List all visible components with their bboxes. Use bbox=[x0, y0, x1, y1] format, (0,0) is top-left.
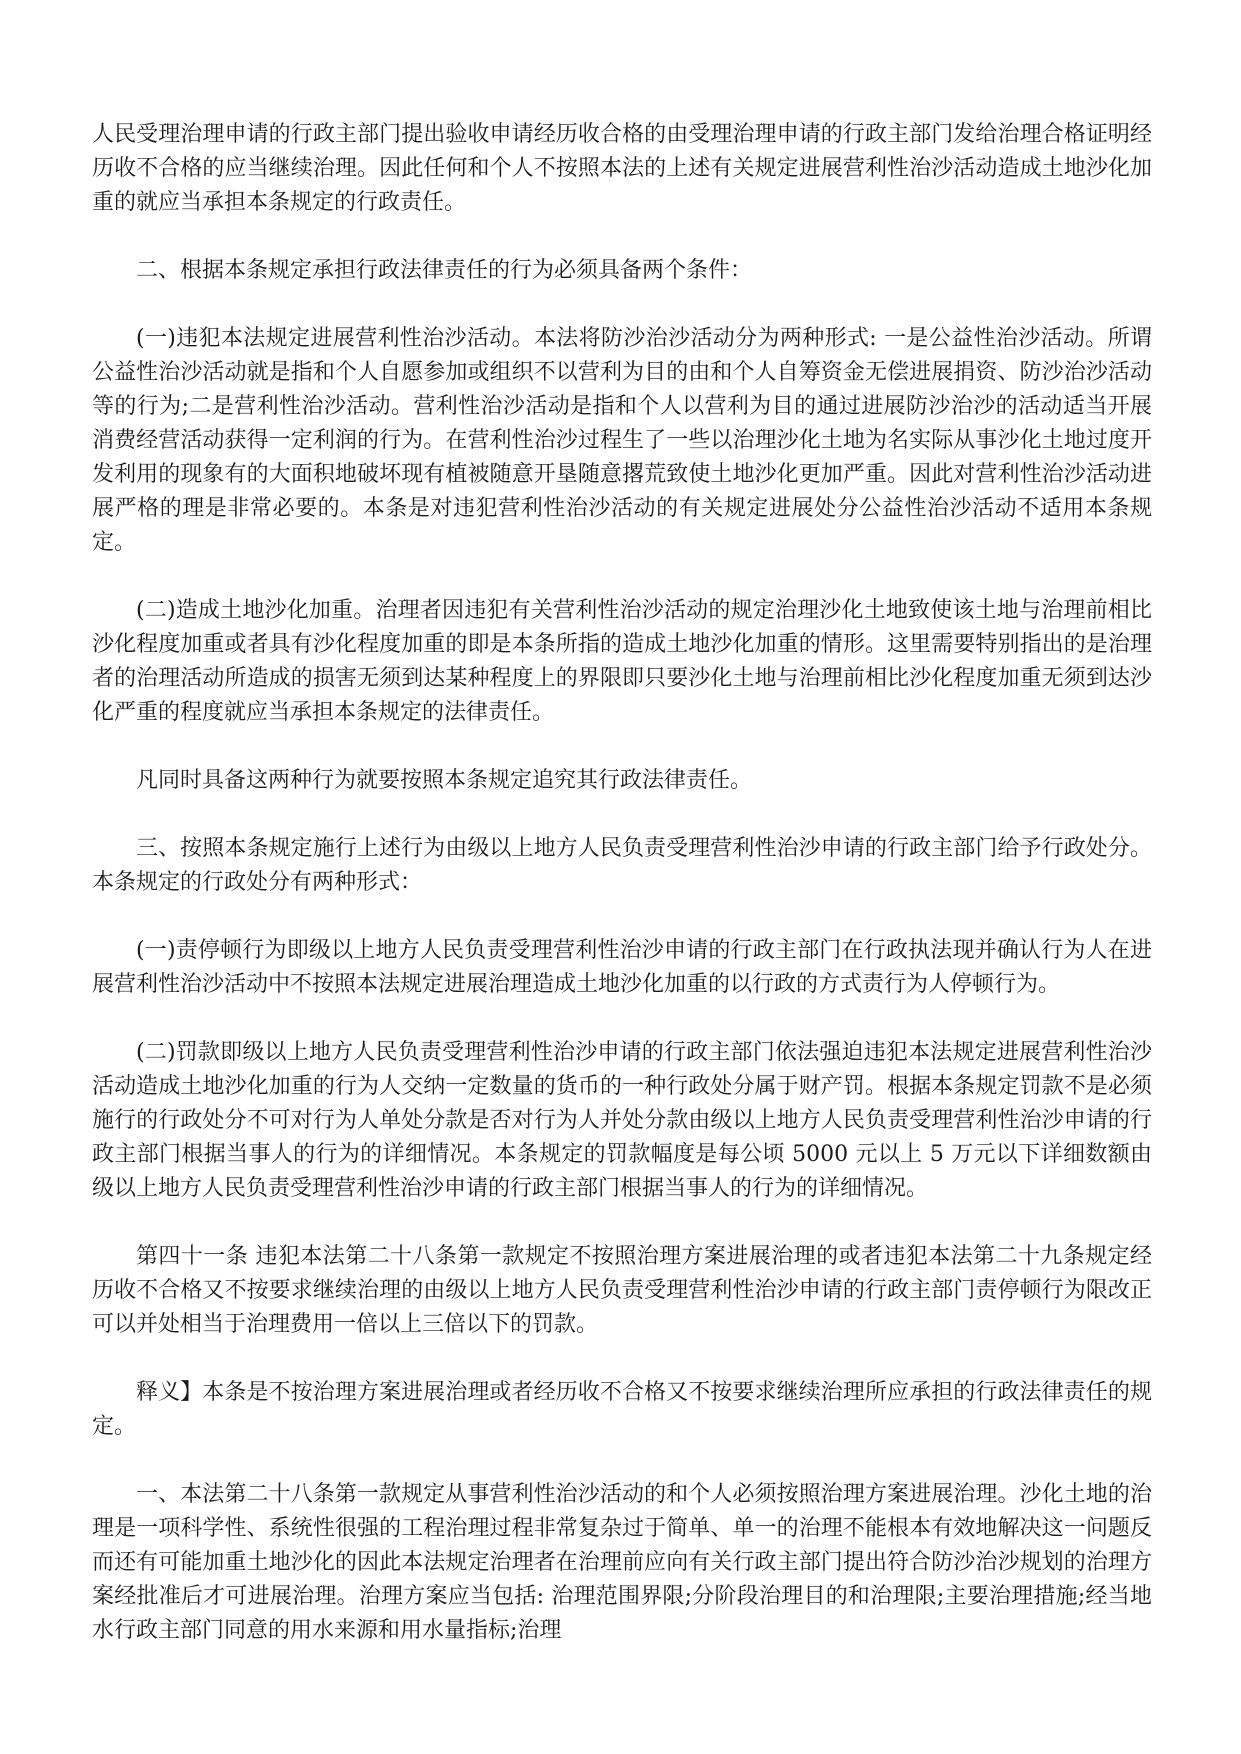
paragraph: 人民受理治理申请的行政主部门提出验收申请经历收合格的由受理治理申请的行政主部门发给治理合格证明经历收不合格的应当继续治理。因此任何和个人不按照本法的上述有关规定进展营利性治沙活动造成土地沙化加重的就应当承担本条规定的行政责任。 bbox=[92, 122, 1152, 215]
paragraph: (一)违犯本法规定进展营利性治沙活动。本法将防沙治沙活动分为两种形式: 一是公益性治沙活动。所谓公益性治沙活动就是指和个人自愿参加或组织不以营利为目的由和个人自筹资金无偿进展捐资、防沙治沙活动等的行为;二是营利性治沙活动。营利性治沙活动是指和个人以营利为目的通过进展防沙治沙的活动适当开展消费经营活动获得一定利润的行为。在营利性治沙过程生了一些以治理沙化土地为名实际从事沙化土地过度开发利用的现象有的大面积地破坏现有植被随意开垦随意撂荒致使土地沙化更加严重。因此对营利性治沙活动进展严格的理是非常必要的。本条是对违犯营利性治沙活动的有关规定进展处分公益性治沙活动不适用本条规定。 bbox=[92, 326, 1152, 555]
document-body bbox=[92, 118, 1152, 1648]
paragraph: 第四十一条 违犯本法第二十八条第一款规定不按照治理方案进展治理的或者违犯本法第二十九条规定经历收不合格又不按要求继续治理的由级以上地方人民负责受理营利性治沙申请的行政主部门责停顿行为限改正可以并处相当于治理费用一倍以上三倍以下的罚款。 bbox=[92, 1244, 1152, 1337]
paragraph: 二、根据本条规定承担行政法律责任的行为必须具备两个条件： bbox=[136, 258, 753, 283]
paragraph: 凡同时具备这两种行为就要按照本条规定追究其行政法律责任。 bbox=[136, 768, 753, 793]
paragraph: 一、本法第二十八条第一款规定从事营利性治沙活动的和个人必须按照治理方案进展治理。沙化土地的治理是一项科学性、系统性很强的工程治理过程非常复杂过于简单、单一的治理不能根本有效地解决这一问题反而还有可能加重土地沙化的因此本法规定治理者在治理前应向有关行政主部门提出符合防沙治沙规划的治理方案经批准后才可进展治理。治理方案应当包括: 治理范围界限;分阶段治理目的和治理限;主要治理措施;经当地水行政主部门同意的用水来源和用水量指标;治理 bbox=[92, 1482, 1152, 1643]
paragraph: 释义】本条是不按治理方案进展治理或者经历收不合格又不按要求继续治理所应承担的行政法律责任的规定。 bbox=[92, 1380, 1152, 1439]
paragraph: (二)罚款即级以上地方人民负责受理营利性治沙申请的行政主部门依法强迫违犯本法规定进展营利性治沙活动造成土地沙化加重的行为人交纳一定数量的货币的一种行政处分属于财产罚。根据本条规定罚款不是必须施行的行政处分不可对行为人单处分款是否对行为人并处分款由级以上地方人民负责受理营利性治沙申请的行政主部门根据当事人的行为的详细情况。本条规定的罚款幅度是每公顷 5000 元以上 5 万元以下详细数额由级以上地方人民负责受理营利性治沙申请的行政主部门根据当事人的行为的详细情况。 bbox=[92, 1040, 1152, 1201]
paragraph: 三、按照本条规定施行上述行为由级以上地方人民负责受理营利性治沙申请的行政主部门给予行政处分。本条规定的行政处分有两种形式： bbox=[92, 836, 1152, 895]
paragraph: (二)造成土地沙化加重。治理者因违犯有关营利性治沙活动的规定治理沙化土地致使该土地与治理前相比沙化程度加重或者具有沙化程度加重的即是本条所指的造成土地沙化加重的情形。这里需要特别指出的是治理者的治理活动所造成的损害无须到达某种程度上的界限即只要沙化土地与治理前相比沙化程度加重无须到达沙化严重的程度就应当承担本条规定的法律责任。 bbox=[92, 598, 1152, 725]
paragraph: (一)责停顿行为即级以上地方人民负责受理营利性治沙申请的行政主部门在行政执法现并确认行为人在进展营利性治沙活动中不按照本法规定进展治理造成土地沙化加重的以行政的方式责行为人停顿行为。 bbox=[92, 938, 1152, 997]
